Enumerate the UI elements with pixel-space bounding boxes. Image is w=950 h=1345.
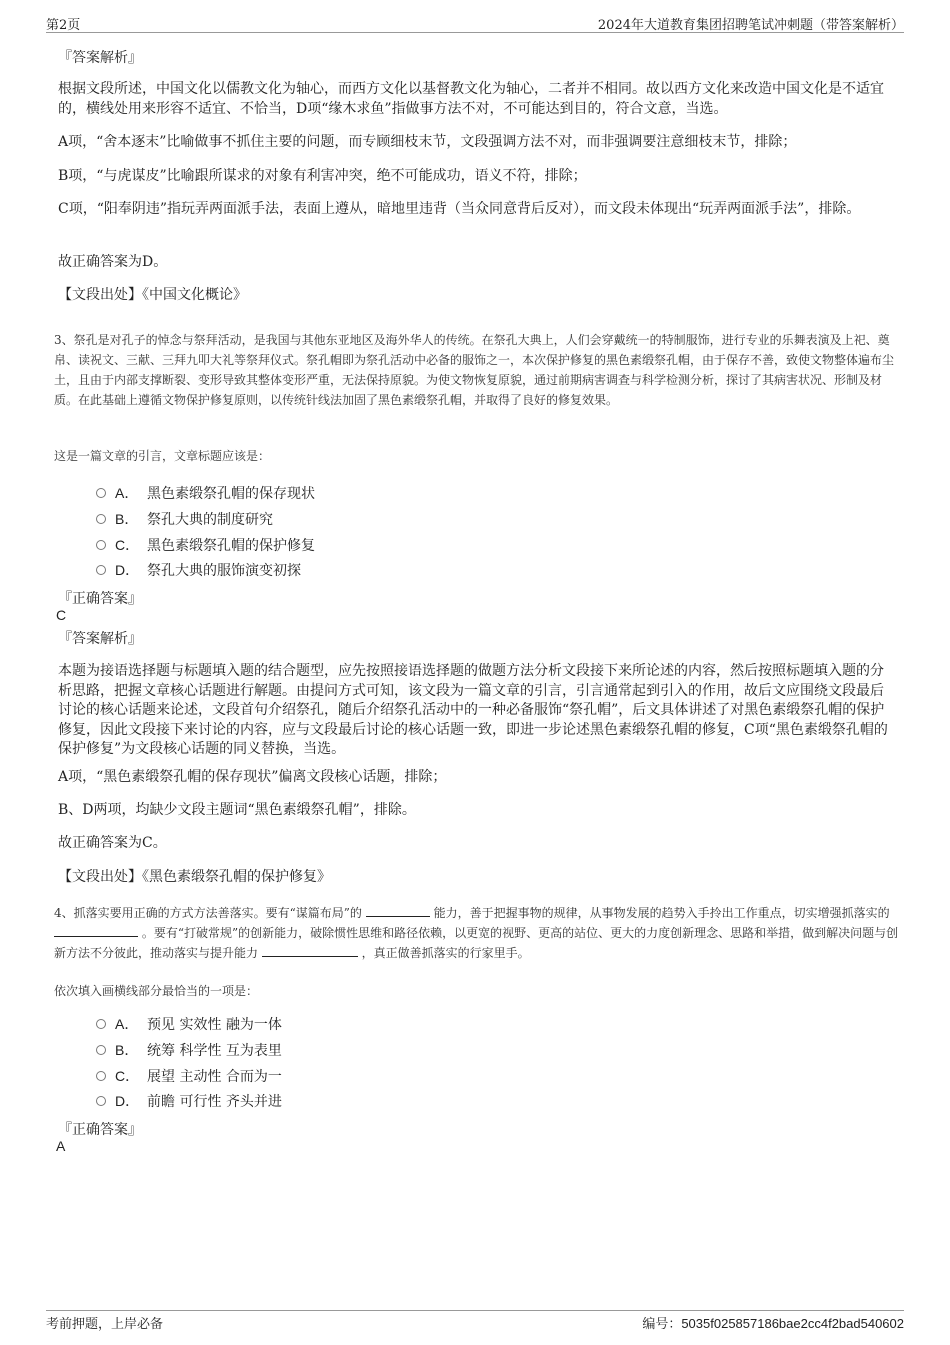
q3-option-a[interactable] bbox=[96, 483, 315, 503]
option-letter: C． bbox=[115, 537, 140, 553]
q3-stem: 3、祭孔是对孔子的悼念与祭拜活动，是我国与其他东亚地区及海外华人的传统。在祭孔大典上，人们会穿戴统一的特制服饰，进行专业的乐舞表演及上祀、奠帛、读祝文、三献、三拜九叩大礼等祭拜仪式。祭孔帽即为祭孔活动中必备的服饰之一，本次保护修复的黑色素缎祭孔帽，由于保存不善，致使文物整体遍布尘土，且由于内部支撑断裂、变形导致其整体变形严重，无法保持原貌。为使文物恢复原貌，通过前期病害调查与科学检测分析，探讨了其病害状况、形制及材质。在此基础上遵循文物保护修复原则，以传统针线法加固了黑色素缎祭孔帽，并取得了良好的修复效果。 bbox=[54, 333, 895, 407]
option-text: 黑色素缎祭孔帽的保存现状 bbox=[147, 486, 315, 502]
q3-option-d[interactable] bbox=[96, 560, 301, 580]
q4-stem-part-3: 。要有“打破常规”的创新能力，破除惯性思维和路径依赖，以更宽的视野、更高的站位、更大的力度创新理念、思路和举措，做到解决问题与创新方法不分彼此，推动落实与提升能力 bbox=[54, 926, 899, 960]
q2-analysis-para-1: 根据文段所述，中国文化以儒教文化为轴心，而西方文化以基督教文化为轴心，二者并不相同。故以西方文化来改造中国文化是不适宜的，横线处用来形容不适宜、不恰当，D项“缘木求鱼”指做事方法不对，不可能达到目的，符合文意，当选。 bbox=[58, 81, 884, 117]
q3-prompt: 这是一篇文章的引言，文章标题应该是： bbox=[54, 449, 271, 463]
option-letter: A． bbox=[115, 1016, 139, 1032]
q4-answer: A bbox=[56, 1138, 66, 1154]
q2-analysis-para-3: B项，“与虎谋皮”比喻跟所谋求的对象有利害冲突，绝不可能成功，语义不符，排除； bbox=[58, 168, 587, 184]
q4-blank-1 bbox=[366, 904, 430, 917]
q4-stem-part-2: 能力，善于把握事物的规律，从事物发展的趋势入手拎出工作重点，切实增强抓落实的 bbox=[433, 906, 890, 920]
q4-stem-part-1: 4、抓落实要用正确的方式方法善落实。要有“谋篇布局”的 bbox=[54, 906, 362, 920]
q3-option-c[interactable] bbox=[96, 535, 315, 555]
q3-answer-title: 『正确答案』 bbox=[58, 591, 142, 607]
radio-icon[interactable] bbox=[96, 488, 106, 498]
option-text: 祭孔大典的服饰演变初探 bbox=[147, 563, 301, 579]
option-letter: A． bbox=[115, 485, 139, 501]
q4-answer-title: 『正确答案』 bbox=[58, 1122, 142, 1138]
footer-divider bbox=[46, 1310, 904, 1311]
q4-option-c[interactable] bbox=[96, 1066, 282, 1086]
q2-conclusion: 故正确答案为D。 bbox=[58, 254, 168, 270]
header-divider bbox=[46, 32, 904, 33]
q2-source: 【文段出处】《中国文化概论》 bbox=[58, 287, 247, 303]
radio-icon[interactable] bbox=[96, 1019, 106, 1029]
option-text: 前瞻 可行性 齐头并进 bbox=[147, 1094, 282, 1110]
q3-conclusion: 故正确答案为C。 bbox=[58, 835, 167, 851]
radio-icon[interactable] bbox=[96, 540, 106, 550]
q3-option-b[interactable] bbox=[96, 509, 273, 529]
q4-stem-part-4: ，真正做善抓落实的行家里手。 bbox=[361, 946, 530, 960]
q4-option-d[interactable] bbox=[96, 1091, 282, 1111]
option-letter: C． bbox=[115, 1068, 140, 1084]
radio-icon[interactable] bbox=[96, 1096, 106, 1106]
option-letter: D． bbox=[115, 1093, 140, 1109]
option-text: 黑色素缎祭孔帽的保护修复 bbox=[147, 538, 315, 554]
option-letter: B． bbox=[115, 511, 139, 527]
footer-code-label: 编号： bbox=[642, 1317, 682, 1332]
radio-icon[interactable] bbox=[96, 514, 106, 524]
footer-code bbox=[642, 1313, 904, 1332]
option-text: 祭孔大典的制度研究 bbox=[147, 512, 273, 528]
radio-icon[interactable] bbox=[96, 1045, 106, 1055]
q4-blank-3 bbox=[262, 944, 358, 957]
q2-analysis-para-4: C项，“阳奉阴违”指玩弄两面派手法，表面上遵从，暗地里违背（当众同意背后反对），而文段未体现出“玩弄两面派手法”，排除。 bbox=[58, 201, 861, 217]
option-text: 统筹 科学性 互为表里 bbox=[147, 1043, 282, 1059]
q4-prompt: 依次填入画横线部分最恰当的一项是： bbox=[54, 984, 259, 998]
radio-icon[interactable] bbox=[96, 1071, 106, 1081]
q3-analysis-para-1: 本题为接语选择题与标题填入题的结合题型，应先按照接语选择题的做题方法分析文段接下来所论述的内容，然后按照标题填入题的分析思路，把握文章核心话题进行解题。由提问方式可知，该文段为一篇文章的引言，引言通常起到引入的作用，故后文应围绕文段最后讨论的核心话题来论述，文段首句介绍祭孔，随后介绍祭孔活动中的一种必备服饰“祭孔帽”，后文具体讲述了对黑色素缎祭孔帽的保护修复，因此文段接下来讨论的内容，应与文段最后讨论的核心话题一致，即进一步论述黑色素缎祭孔帽的修复，C项“黑色素缎祭孔帽的保护修复”为文段核心话题的同义替换，当选。 bbox=[58, 663, 888, 757]
document-title: 2024年大道教育集团招聘笔试冲刺题（带答案解析） bbox=[597, 18, 904, 33]
footer-slogan: 考前押题，上岸必备 bbox=[46, 1317, 164, 1332]
q2-analysis-title: 『答案解析』 bbox=[58, 50, 142, 66]
option-letter: B． bbox=[115, 1042, 139, 1058]
option-text: 展望 主动性 合而为一 bbox=[147, 1069, 282, 1085]
footer-code-value: 5035f025857186bae2cc4f2bad540602 bbox=[681, 1316, 904, 1331]
q4-option-b[interactable] bbox=[96, 1040, 282, 1060]
q4-stem bbox=[54, 903, 900, 963]
option-letter: D． bbox=[115, 562, 140, 578]
radio-icon[interactable] bbox=[96, 565, 106, 575]
page-number: 第2页 bbox=[46, 18, 81, 33]
q2-analysis-para-2: A项，“舍本逐末”比喻做事不抓住主要的问题，而专顾细枝末节，文段强调方法不对，而非强调要注意细枝末节，排除； bbox=[58, 134, 797, 150]
q3-answer: C bbox=[56, 607, 67, 623]
q3-analysis-para-2: A项，“黑色素缎祭孔帽的保存现状”偏离文段核心话题，排除； bbox=[58, 769, 447, 785]
q3-source: 【文段出处】《黑色素缎祭孔帽的保护修复》 bbox=[58, 869, 331, 885]
q3-analysis-title: 『答案解析』 bbox=[58, 631, 142, 647]
q4-option-a[interactable] bbox=[96, 1014, 282, 1034]
q4-blank-2 bbox=[54, 924, 138, 937]
q3-analysis-para-3: B、D两项，均缺少文段主题词“黑色素缎祭孔帽”，排除。 bbox=[58, 802, 416, 818]
option-text: 预见 实效性 融为一体 bbox=[147, 1017, 282, 1033]
